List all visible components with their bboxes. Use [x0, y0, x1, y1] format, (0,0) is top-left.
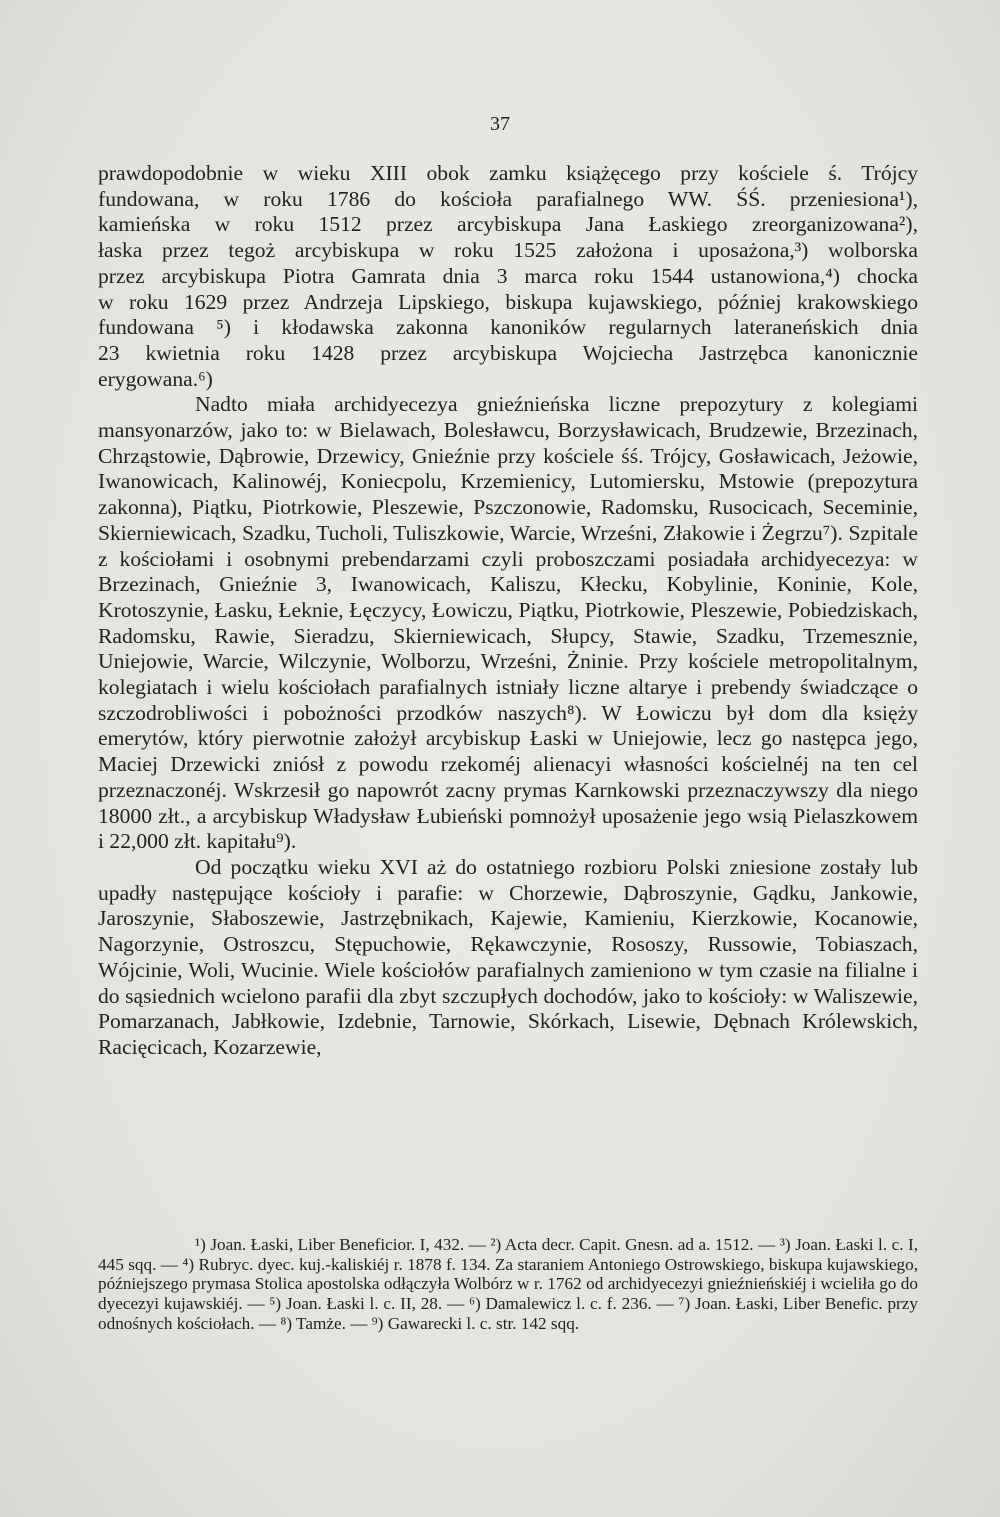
text-line: w roku 1629 przez Andrzeja Lipskiego, biskupa kujawskiego, później krakowskiego	[98, 289, 918, 314]
text-line: kamieńska w roku 1512 przez arcybiskupa Jana Łaskiego zreorganizowana²),	[98, 212, 918, 237]
text-line: fundowana ⁵) i kłodawska zakonna kanoników regularnych lateraneńskich dnia	[98, 315, 918, 340]
footnote-text: ¹) Joan. Łaski, Liber Beneficior. I, 432. — ²) Acta decr. Capit. Gnesn. ad a. 1512. — ³) Joan. Łaski l. c. I, 445 sqq. — ⁴) Rubryc. dyec. kuj.-kaliskiéj r. 1878 f. 134. Za staraniem Antoniego Ostrowskiego, biskupa kujawskiego, późniejszego prymasa Stolica apostolska odłączyła Wolbórz w r. 1762 od archidyecezyi gnieźnieńskiéj i wcieliła go do dyecezyi kujawskiéj. — ⁵) Joan. Łaski l. c. II, 28. — ⁶) Damalewicz l. c. f. 236. — ⁷) Joan. Łaski, Liber Benefic. przy odnośnych kościołach. — ⁸) Tamże. — ⁹) Gawarecki l. c. str. 142 sqq.	[98, 1235, 918, 1333]
text-line: Nadto miała archidyecezya gnieźnieńska liczne prepozytury z kolegiami	[195, 392, 918, 417]
text-line: prawdopodobnie w wieku XIII obok zamku książęcego przy kościele ś. Trójcy	[98, 161, 918, 185]
text-line: mansyonarzów, jako to: w Bielawach, Bolesławcu, Borzysławicach, Brudzewie,	[98, 418, 808, 443]
paragraph-2	[98, 392, 918, 855]
body-text	[98, 161, 918, 1061]
text-line: 23 kwietnia roku 1428 przez arcybiskupa Wojciecha Jastrzębca kanonicznie	[98, 340, 918, 365]
text-run: Gosławicach, Jeżowie, Iwanowicach, Kalinowéj, Koniecpolu, Krzemienicy, Lutomiersku, Mstowie (prepozytura zakonna), Piątku, Piotrkowie, Pleszewie, Pszczonowie, Radomsku, Rusocicach, Seceminie, Skierniewicach, Szadku, Tucholi, Tuliszkowie, Warcie, Wrześni, Złakowie i Żegrzu⁷). Szpitale z kościołami i osobnymi prebendarzami czyli proboszczami posiadała archidyecezya: w Brzezinach, Gnieźnie 3, Iwanowicach, Kaliszu, Kłecku, Kobylinie, Koninie, Kole, Krotoszynie, Łasku, Łeknie, Łęczycy, Łowiczu, Piątku, Piotrkowie, Pleszewie, Pobiedziskach, Radomsku, Rawie, Sieradzu, Skierniewicach, Słupcy, Stawie, Szadku, Trzemesznie, Uniejowie, Warcie, Wilczynie, Wolborzu, Wrześni, Żninie. Przy kościele metropolitalnym, kolegiatach i wielu kościołach parafialnych istniały liczne altarye i prebendy świadczące o szczodrobliwości i pobożności przodków naszych⁸). W Łowiczu był dom dla księży emerytów, który pierwotnie założył arcybiskup Łaski w Uniejowie, lecz go następca jego, Maciej Drzewicki zniósł z powodu rzekoméj alienacyi własności kościelnéj na ten cel przeznaczonéj. Wskrzesił go napowrót zacny prymas Karnkowski przeznaczywszy dla niego 18000 złt., a arcybiskup Władysław Łubieński pomnożył uposażenie jego wsią Pielaszkowem i 22,000 złt. kapitału⁹).	[98, 443, 918, 854]
paragraph-1	[98, 161, 918, 392]
text-line: przez arcybiskupa Piotra Gamrata dnia 3 marca roku 1544 ustanowiona,⁴) chocka	[98, 263, 918, 288]
text-line: fundowana, w roku 1786 do kościoła parafialnego WW. ŚŚ. przeniesiona¹),	[98, 186, 918, 211]
text-line: erygowana.⁶)	[98, 366, 213, 391]
page-number: 37	[490, 113, 510, 135]
text-line: łaska przez tegoż arcybiskupa w roku 1525 założona i uposażona,³) wolborska	[98, 238, 918, 263]
text-line: Brzezinach, Chrząstowie, Dąbrowie, Drzewicy, Gnieźnie przy kościele śś. Trójcy,	[98, 418, 919, 468]
paragraph-3: Od początku wieku XVI aż do ostatniego rozbioru Polski zniesione zostały lub upadły następujące kościoły i parafie: w Chorzewie, Dąbroszynie, Gądku, Jankowie, Jaroszynie, Słaboszewie, Jastrzębnikach, Kajewie, Kamieniu, Kierzkowie, Kocanowie, Nagorzynie, Ostroszcu, Stępuchowie, Rękawczynie, Rososzy, Russowie, Tobiaszach, Wójcinie, Woli, Wucinie. Wiele kościołów parafialnych zamieniono w tym czasie na filialne i do sąsiednich wcielono parafii dla zbyt szczupłych dochodów, jako to kościoły: w Waliszewie, Pomarzanach, Jabłkowie, Izdebnie, Tarnowie, Skórkach, Lisewie, Dębnach Królewskich, Racięcicach, Kozarzewie,	[98, 854, 918, 1059]
footnotes	[98, 1235, 918, 1334]
